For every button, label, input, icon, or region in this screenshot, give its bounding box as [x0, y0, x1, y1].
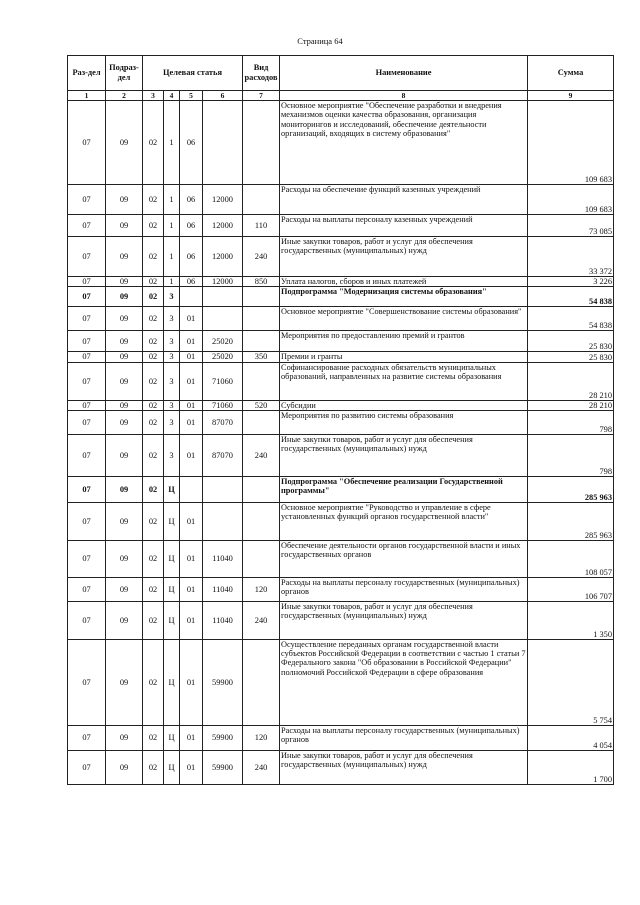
cell-sum: 28 210 [528, 400, 614, 410]
cell-direction: 11040 [203, 540, 243, 577]
cell-event: 06 [180, 237, 203, 277]
cell-razdel: 07 [68, 725, 106, 750]
cell-name: Основное мероприятие "Обеспечение разработки и внедрения механизмов оценки качества образования, организация мониторингов и исследований, обеспечение деятельности организаций, входящих в систему образования" [280, 101, 528, 185]
table-row [68, 639, 614, 725]
cell-subprogram: Ц [164, 540, 180, 577]
cell-sum: 4 054 [528, 725, 614, 750]
cell-event: 01 [180, 502, 203, 540]
cell-sum: 25 830 [528, 331, 614, 352]
cell-expense-type [243, 476, 280, 502]
cell-event: 06 [180, 185, 203, 215]
cell-expense-type: 240 [243, 750, 280, 784]
cell-direction: 59900 [203, 639, 243, 725]
cell-event: 06 [180, 215, 203, 237]
cell-podrazdel: 09 [106, 215, 143, 237]
cell-expense-type [243, 307, 280, 331]
cell-razdel: 07 [68, 434, 106, 476]
cell-program: 02 [143, 502, 164, 540]
table-row [68, 362, 614, 400]
cell-expense-type: 110 [243, 215, 280, 237]
cell-subprogram: Ц [164, 601, 180, 639]
cell-expense-type: 240 [243, 601, 280, 639]
cell-razdel: 07 [68, 101, 106, 185]
cell-subprogram: 1 [164, 277, 180, 287]
cell-direction: 87070 [203, 410, 243, 434]
cell-sum: 3 226 [528, 277, 614, 287]
cell-sum: 5 754 [528, 639, 614, 725]
cell-event: 01 [180, 725, 203, 750]
cell-event: 01 [180, 750, 203, 784]
cell-name: Подпрограмма "Обеспечение реализации Государственной программы" [280, 476, 528, 502]
cell-podrazdel: 09 [106, 639, 143, 725]
cell-program: 02 [143, 476, 164, 502]
cell-program: 02 [143, 410, 164, 434]
cell-name: Иные закупки товаров, работ и услуг для обеспечения государственных (муниципальных) нужд [280, 237, 528, 277]
header-sum: Сумма [528, 56, 614, 91]
cell-expense-type: 120 [243, 725, 280, 750]
cell-sum: 1 350 [528, 601, 614, 639]
cell-razdel: 07 [68, 540, 106, 577]
cell-expense-type: 350 [243, 352, 280, 362]
cell-direction: 12000 [203, 237, 243, 277]
cell-razdel: 07 [68, 215, 106, 237]
cell-subprogram: Ц [164, 577, 180, 601]
cell-program: 02 [143, 362, 164, 400]
cell-expense-type [243, 540, 280, 577]
cell-direction: 12000 [203, 185, 243, 215]
cell-razdel: 07 [68, 287, 106, 307]
cell-program: 02 [143, 101, 164, 185]
cell-podrazdel: 09 [106, 185, 143, 215]
cell-subprogram: Ц [164, 476, 180, 502]
cell-direction: 25020 [203, 352, 243, 362]
cell-direction: 59900 [203, 725, 243, 750]
col-number: 3 [143, 91, 164, 101]
cell-sum: 1 700 [528, 750, 614, 784]
cell-subprogram: 3 [164, 410, 180, 434]
cell-event: 06 [180, 101, 203, 185]
cell-podrazdel: 09 [106, 601, 143, 639]
cell-expense-type: 240 [243, 237, 280, 277]
cell-event: 01 [180, 362, 203, 400]
cell-direction: 12000 [203, 277, 243, 287]
cell-subprogram: Ц [164, 750, 180, 784]
cell-subprogram: 3 [164, 400, 180, 410]
cell-razdel: 07 [68, 400, 106, 410]
header-podrazdel: Подраз-дел [106, 56, 143, 91]
cell-expense-type: 240 [243, 434, 280, 476]
col-number: 8 [280, 91, 528, 101]
cell-name: Софинансирование расходных обязательств муниципальных образований, направленных на развитие системы образования [280, 362, 528, 400]
cell-subprogram: Ц [164, 725, 180, 750]
cell-expense-type [243, 502, 280, 540]
cell-sum: 33 372 [528, 237, 614, 277]
cell-direction: 71060 [203, 362, 243, 400]
cell-sum: 54 838 [528, 287, 614, 307]
cell-direction [203, 502, 243, 540]
cell-podrazdel: 09 [106, 400, 143, 410]
cell-name: Иные закупки товаров, работ и услуг для обеспечения государственных (муниципальных) нужд [280, 434, 528, 476]
cell-subprogram: Ц [164, 502, 180, 540]
cell-event: 01 [180, 601, 203, 639]
cell-sum: 798 [528, 410, 614, 434]
cell-podrazdel: 09 [106, 750, 143, 784]
table-header-row [68, 56, 614, 91]
cell-program: 02 [143, 434, 164, 476]
cell-razdel: 07 [68, 331, 106, 352]
cell-direction: 11040 [203, 577, 243, 601]
cell-expense-type [243, 331, 280, 352]
cell-podrazdel: 09 [106, 725, 143, 750]
cell-event: 01 [180, 540, 203, 577]
cell-event [180, 476, 203, 502]
cell-program: 02 [143, 725, 164, 750]
cell-name: Субсидии [280, 400, 528, 410]
cell-name: Осуществление переданных органам государственной власти субъектов Российской Федерации в соответствии с частью 1 статьи 7 Федерального закона "Об образовании в Российской Федерации" полномочий Российской Федерации в сфере образования [280, 639, 528, 725]
cell-name: Расходы на обеспечение функций казенных учреждений [280, 185, 528, 215]
cell-razdel: 07 [68, 352, 106, 362]
cell-event: 01 [180, 434, 203, 476]
col-number: 5 [180, 91, 203, 101]
cell-sum: 25 830 [528, 352, 614, 362]
cell-podrazdel: 09 [106, 237, 143, 277]
cell-razdel: 07 [68, 277, 106, 287]
cell-sum: 798 [528, 434, 614, 476]
cell-subprogram: 1 [164, 101, 180, 185]
cell-direction: 25020 [203, 331, 243, 352]
cell-razdel: 07 [68, 601, 106, 639]
cell-program: 02 [143, 307, 164, 331]
cell-podrazdel: 09 [106, 331, 143, 352]
cell-direction: 71060 [203, 400, 243, 410]
cell-subprogram: 3 [164, 434, 180, 476]
cell-expense-type: 520 [243, 400, 280, 410]
cell-program: 02 [143, 277, 164, 287]
cell-direction: 12000 [203, 215, 243, 237]
cell-subprogram: 3 [164, 307, 180, 331]
cell-podrazdel: 09 [106, 277, 143, 287]
table-row [68, 277, 614, 287]
cell-sum: 109 683 [528, 101, 614, 185]
cell-sum: 73 085 [528, 215, 614, 237]
header-target-article: Целевая статья [143, 56, 243, 91]
cell-name: Мероприятия по предоставлению премий и грантов [280, 331, 528, 352]
cell-sum: 54 838 [528, 307, 614, 331]
cell-name: Подпрограмма "Модернизация системы образования" [280, 287, 528, 307]
cell-expense-type [243, 362, 280, 400]
cell-name: Премии и гранты [280, 352, 528, 362]
cell-razdel: 07 [68, 639, 106, 725]
cell-name: Уплата налогов, сборов и иных платежей [280, 277, 528, 287]
cell-razdel: 07 [68, 750, 106, 784]
cell-program: 02 [143, 601, 164, 639]
cell-direction [203, 476, 243, 502]
cell-podrazdel: 09 [106, 476, 143, 502]
cell-direction: 11040 [203, 601, 243, 639]
table-row [68, 237, 614, 277]
col-number: 9 [528, 91, 614, 101]
cell-subprogram: 3 [164, 362, 180, 400]
cell-podrazdel: 09 [106, 410, 143, 434]
table-row [68, 331, 614, 352]
cell-event: 01 [180, 331, 203, 352]
col-number: 7 [243, 91, 280, 101]
page-number-label: Страница 64 [297, 36, 343, 46]
cell-subprogram: 1 [164, 237, 180, 277]
cell-expense-type [243, 639, 280, 725]
cell-sum: 285 963 [528, 476, 614, 502]
col-number: 6 [203, 91, 243, 101]
table-row [68, 410, 614, 434]
table-row [68, 307, 614, 331]
cell-podrazdel: 09 [106, 287, 143, 307]
cell-event: 01 [180, 307, 203, 331]
cell-name: Основное мероприятие "Руководство и управление в сфере установленных функций органов государственной власти" [280, 502, 528, 540]
cell-podrazdel: 09 [106, 352, 143, 362]
table-row [68, 540, 614, 577]
cell-sum: 106 707 [528, 577, 614, 601]
table-row [68, 434, 614, 476]
cell-program: 02 [143, 331, 164, 352]
cell-name: Основное мероприятие "Совершенствование системы образования" [280, 307, 528, 331]
table-row [68, 601, 614, 639]
cell-program: 02 [143, 577, 164, 601]
table-row [68, 476, 614, 502]
table-body [68, 101, 614, 785]
table-row [68, 185, 614, 215]
cell-razdel: 07 [68, 502, 106, 540]
cell-program: 02 [143, 750, 164, 784]
cell-expense-type [243, 101, 280, 185]
cell-expense-type [243, 185, 280, 215]
cell-subprogram: 3 [164, 352, 180, 362]
cell-name: Обеспечение деятельности органов государственной власти и иных государственных органов [280, 540, 528, 577]
header-expense-type: Вид расходов [243, 56, 280, 91]
cell-podrazdel: 09 [106, 101, 143, 185]
cell-subprogram: 1 [164, 185, 180, 215]
cell-name: Расходы на выплаты персоналу казенных учреждений [280, 215, 528, 237]
table-row [68, 101, 614, 185]
cell-direction: 87070 [203, 434, 243, 476]
column-number-row [68, 91, 614, 101]
cell-razdel: 07 [68, 410, 106, 434]
cell-subprogram: 1 [164, 215, 180, 237]
cell-podrazdel: 09 [106, 434, 143, 476]
cell-program: 02 [143, 237, 164, 277]
cell-razdel: 07 [68, 362, 106, 400]
cell-subprogram: 3 [164, 287, 180, 307]
table-row [68, 215, 614, 237]
cell-program: 02 [143, 185, 164, 215]
cell-expense-type: 850 [243, 277, 280, 287]
cell-expense-type [243, 287, 280, 307]
cell-event: 01 [180, 410, 203, 434]
cell-direction: 59900 [203, 750, 243, 784]
cell-sum: 285 963 [528, 502, 614, 540]
cell-program: 02 [143, 215, 164, 237]
cell-program: 02 [143, 540, 164, 577]
cell-podrazdel: 09 [106, 362, 143, 400]
cell-subprogram: 3 [164, 331, 180, 352]
table-row [68, 502, 614, 540]
cell-event [180, 287, 203, 307]
cell-event: 01 [180, 639, 203, 725]
cell-event: 01 [180, 352, 203, 362]
cell-program: 02 [143, 400, 164, 410]
cell-subprogram: Ц [164, 639, 180, 725]
cell-sum: 28 210 [528, 362, 614, 400]
cell-name: Иные закупки товаров, работ и услуг для обеспечения государственных (муниципальных) нужд [280, 750, 528, 784]
table-row [68, 400, 614, 410]
cell-name: Иные закупки товаров, работ и услуг для обеспечения государственных (муниципальных) нужд [280, 601, 528, 639]
table-row [68, 725, 614, 750]
header-razdel: Раз-дел [68, 56, 106, 91]
col-number: 4 [164, 91, 180, 101]
cell-expense-type [243, 410, 280, 434]
col-number: 1 [68, 91, 106, 101]
cell-sum: 109 683 [528, 185, 614, 215]
cell-name: Мероприятия по развитию системы образования [280, 410, 528, 434]
cell-podrazdel: 09 [106, 540, 143, 577]
cell-direction [203, 287, 243, 307]
cell-program: 02 [143, 352, 164, 362]
cell-razdel: 07 [68, 237, 106, 277]
table-row [68, 750, 614, 784]
table-row [68, 577, 614, 601]
cell-event: 06 [180, 277, 203, 287]
cell-razdel: 07 [68, 185, 106, 215]
cell-razdel: 07 [68, 476, 106, 502]
budget-table [67, 55, 614, 785]
table-row [68, 287, 614, 307]
col-number: 2 [106, 91, 143, 101]
cell-direction [203, 307, 243, 331]
cell-name: Расходы на выплаты персоналу государственных (муниципальных) органов [280, 577, 528, 601]
cell-expense-type: 120 [243, 577, 280, 601]
cell-podrazdel: 09 [106, 577, 143, 601]
cell-event: 01 [180, 577, 203, 601]
header-name: Наименование [280, 56, 528, 91]
cell-podrazdel: 09 [106, 502, 143, 540]
cell-event: 01 [180, 400, 203, 410]
cell-name: Расходы на выплаты персоналу государственных (муниципальных) органов [280, 725, 528, 750]
cell-program: 02 [143, 639, 164, 725]
cell-sum: 108 057 [528, 540, 614, 577]
cell-razdel: 07 [68, 577, 106, 601]
cell-podrazdel: 09 [106, 307, 143, 331]
cell-direction [203, 101, 243, 185]
table-row [68, 352, 614, 362]
cell-program: 02 [143, 287, 164, 307]
cell-razdel: 07 [68, 307, 106, 331]
